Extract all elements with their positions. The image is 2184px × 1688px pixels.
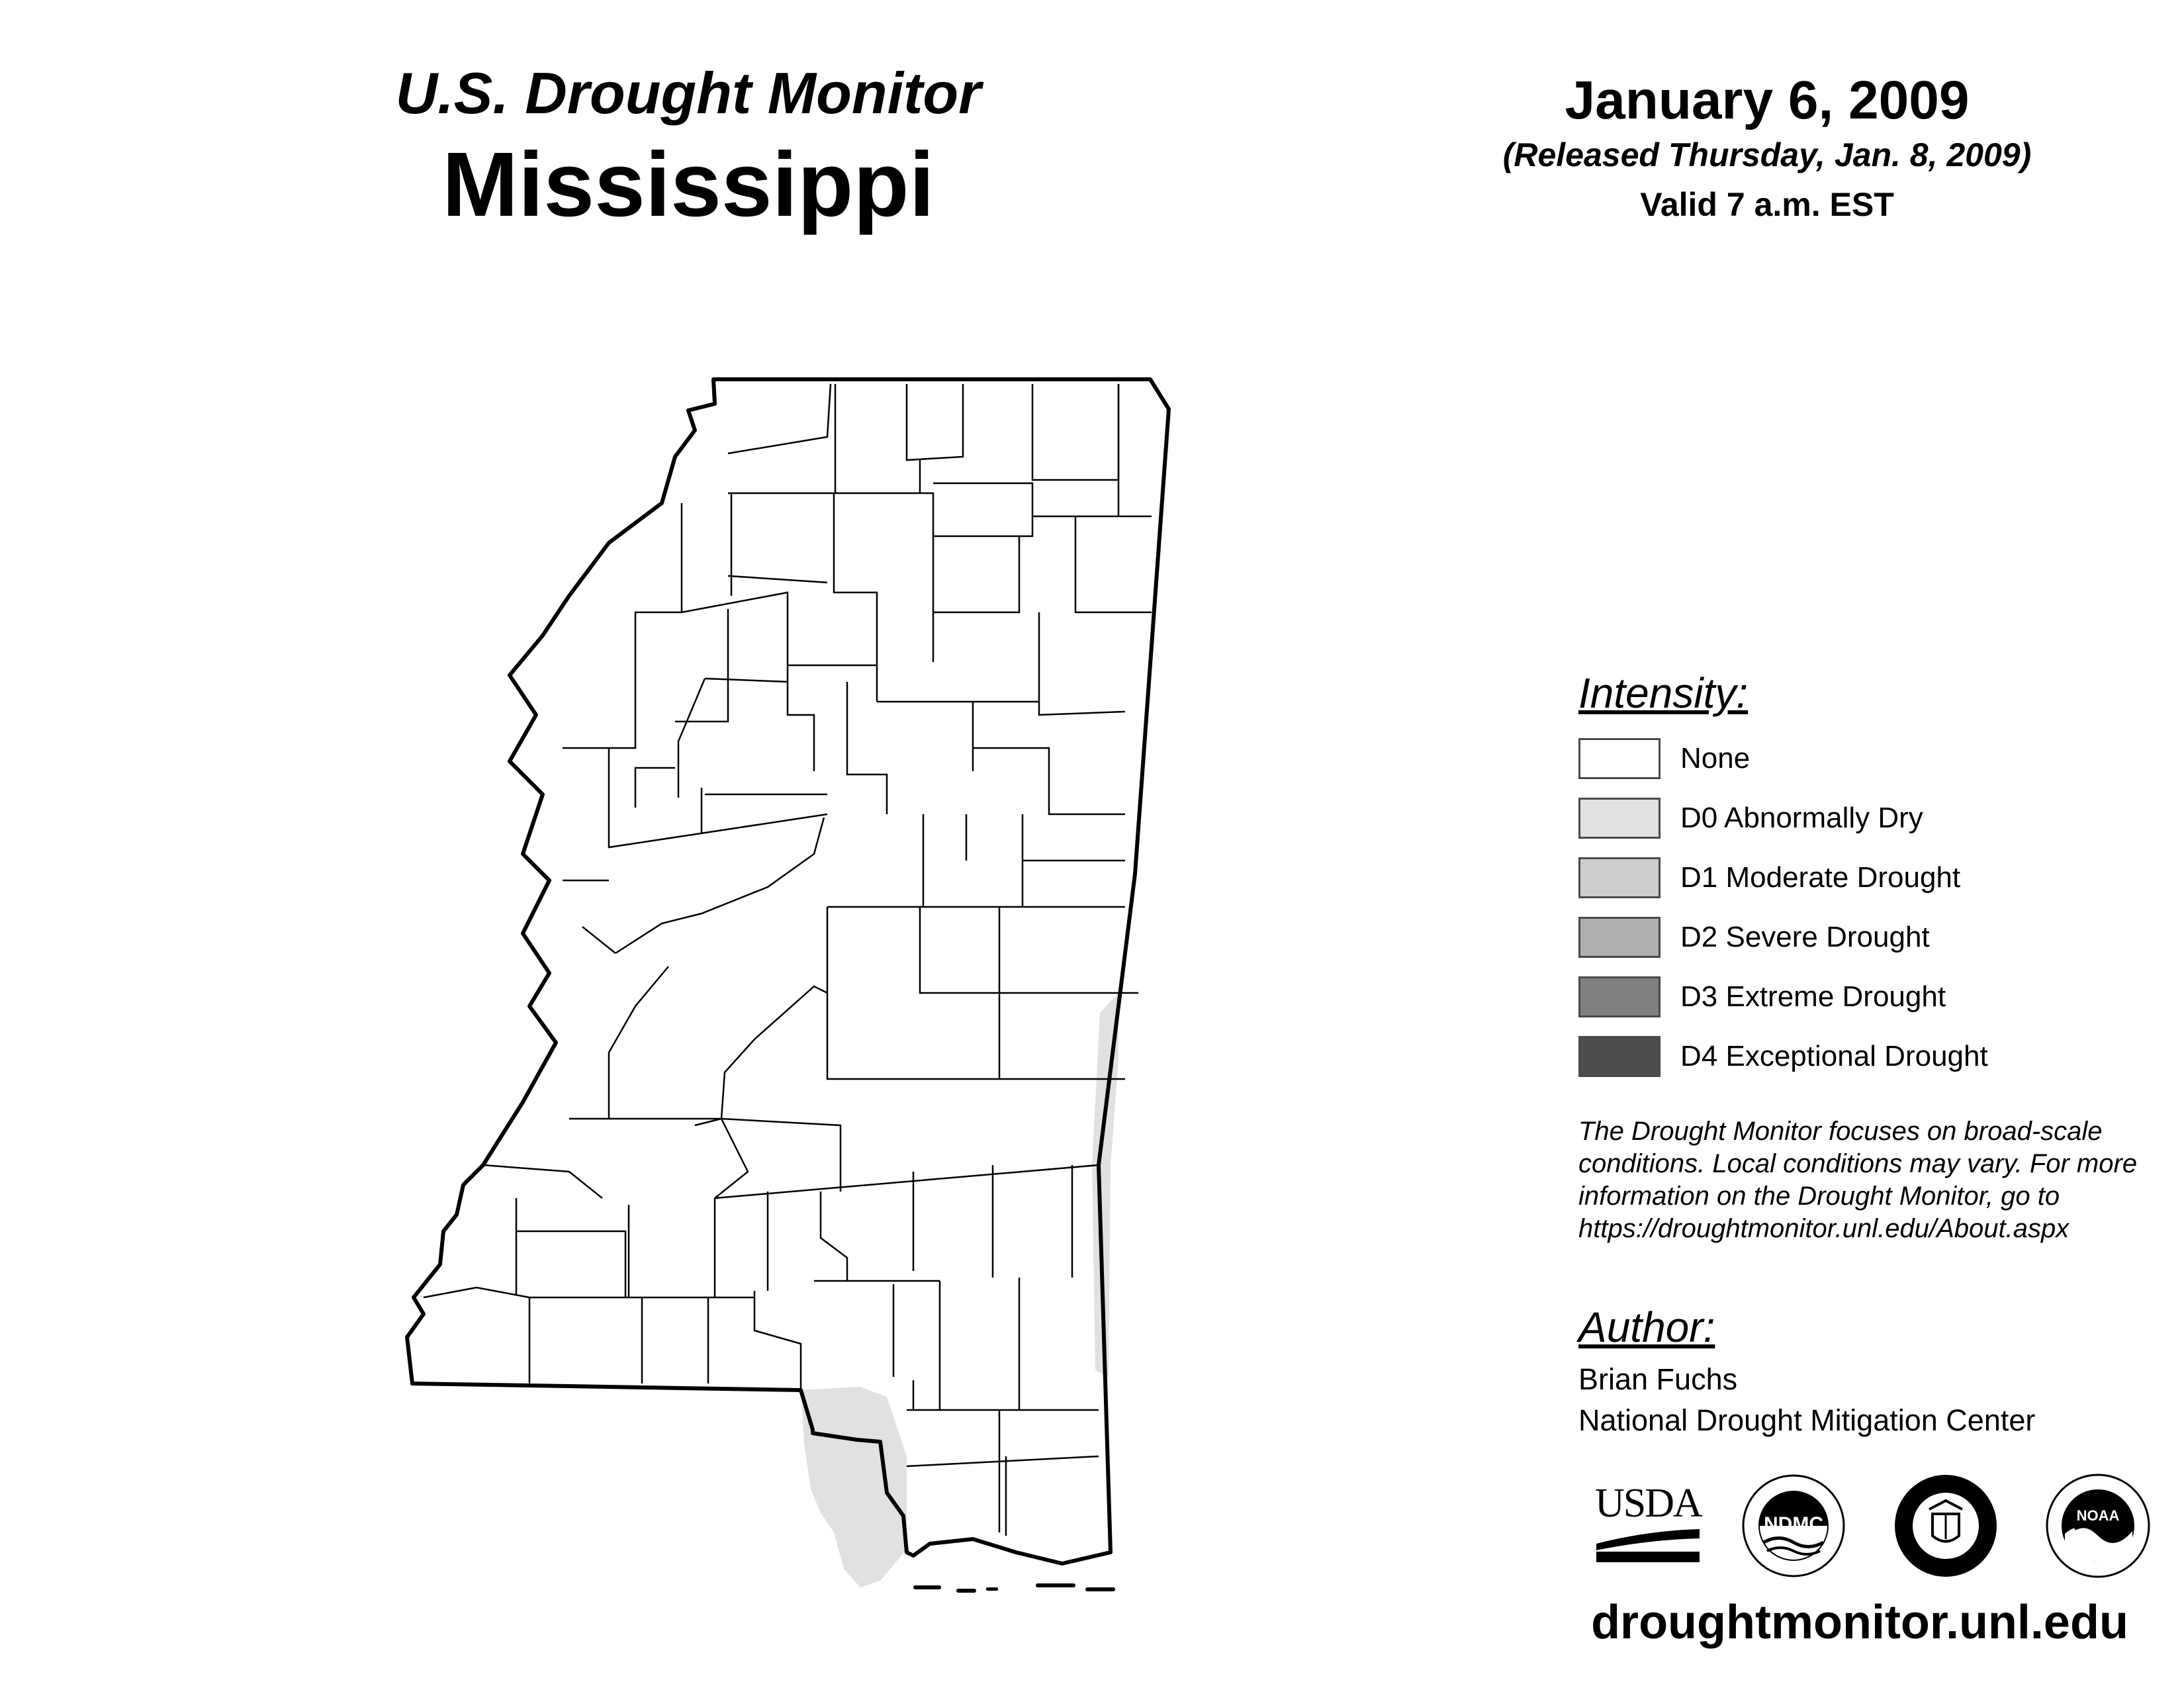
ndmc-logo-text: NDMC [1764,1513,1823,1535]
legend-swatch-d1 [1578,857,1661,898]
legend-item-d2 [1578,915,1930,959]
disclaimer-line: information on the Drought Monitor, go to [1578,1182,2060,1211]
d0-area-south [801,1387,907,1587]
legend-title: Intensity: [1578,669,1749,717]
author-name: Brian Fuchs [1578,1362,1738,1396]
gulf-islands [913,1583,1115,1593]
valid-time: Valid 7 a.m. EST [1640,186,1894,223]
legend-item-d0 [1578,796,1923,840]
legend-item-d1 [1578,856,1960,900]
noaa-logo-text: NOAA [2076,1507,2120,1524]
doc-seal-logo [1893,1473,1999,1579]
disclaimer-line: The Drought Monitor focuses on broad-scale [1578,1117,2103,1146]
disclaimer-line: conditions. Local conditions may vary. For more [1578,1149,2138,1178]
legend-item-d3 [1578,975,1946,1019]
author-organization: National Drought Mitigation Center [1578,1403,2036,1437]
usda-swoosh-icon [1595,1524,1701,1564]
author-title: Author: [1578,1303,1715,1351]
legend-swatch-d3 [1578,976,1661,1017]
state-name: Mississippi [442,134,934,236]
map-title: U.S. Drought Monitor [395,60,981,126]
website-link[interactable]: droughtmonitor.unl.edu [1591,1596,2128,1649]
legend-swatch-d4 [1578,1036,1661,1077]
legend-label-d2: D2 Severe Drought [1680,921,1930,953]
legend-label-none: None [1680,742,1751,774]
ndmc-logo [1741,1473,1846,1579]
map-date: January 6, 2009 [1565,70,1970,130]
legend-swatch-none [1578,738,1661,779]
legend-label-d3: D3 Extreme Drought [1680,980,1946,1013]
legend-item-none [1578,737,1750,780]
noaa-logo [2045,1473,2151,1579]
release-date: (Released Thursday, Jan. 8, 2009) [1502,136,2032,173]
legend-item-d4 [1578,1035,1988,1078]
legend-label-d4: D4 Exceptional Drought [1680,1040,1988,1072]
disclaimer-link[interactable]: https://droughtmonitor.unl.edu/About.aspx [1578,1214,2070,1243]
legend-swatch-d2 [1578,917,1661,958]
disclaimer-text [1578,1115,2174,1245]
usda-logo [1595,1483,1701,1562]
legend-label-d1: D1 Moderate Drought [1680,861,1961,894]
legend-swatch-d0 [1578,798,1661,839]
usda-logo-text: USDA [1595,1481,1702,1526]
legend-label-d0: D0 Abnormally Dry [1680,802,1923,834]
